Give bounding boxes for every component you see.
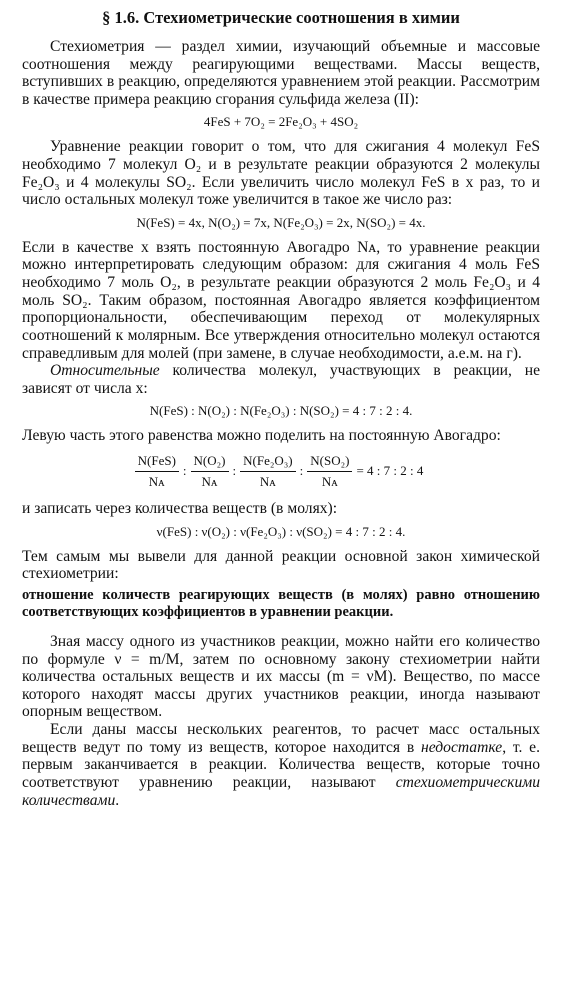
paragraph-molecules: Уравнение реакции говорит о том, что для сжигания 4 молекул FeS необходимо 7 молекул O₂ и в результате реакции образуются 2 молекулы Fe₂O₃ и 4 молекулы SO₂. Если увеличить число молекул FeS в x раз, то и число остальных молекул тоже увеличится в такое же число раз: — [22, 138, 540, 209]
paragraph-mass: Зная массу одного из участников реакции, можно найти его количество по формуле ν = m/M, затем по основному закону стехиометрии найти количества остальных веществ и их массы (m = νM). Вещество, по массе которого находят массы других участников реакции, иногда называют опорным веществом. — [22, 633, 540, 721]
paragraph-limiting: Если даны массы нескольких реагентов, то расчет масс остальных веществ ведут по тому из веществ, которое находится в недостатке, т. е. первым заканчивается в реакции. Количества веществ, которые точно соответствуют уравнению реакции, называют стехиометрическими количествами. — [22, 721, 540, 809]
emphasis-limiting: недостатке — [420, 738, 503, 756]
fraction-fe2o3: $\frac{\text{N(Fe₂O₃)}}{\text{Nᴀ}}$ — [240, 453, 296, 490]
paragraph-relative-text: количества молекул, участвующих в реакции, не зависят от числа x: — [22, 362, 540, 397]
fraction-fes: $\frac{\text{N(FeS)}}{\text{Nᴀ}}$ — [135, 453, 179, 490]
paragraph-divide: Левую часть этого равенства можно поделить на постоянную Авогадро: — [22, 427, 501, 445]
molecule-count-equation: N(FeS) = 4x, N(O₂) = 7x, N(Fe₂O₃) = 2x, N(SO₂) = 4x. — [136, 214, 426, 230]
reaction-equation: 4FeS + 7O₂ = 2Fe₂O₃ + 4SO₂ — [203, 114, 359, 130]
section-title: § 1.6. Стехиометрические соотношения в химии — [102, 8, 460, 27]
mole-ratio-equation: ν(FeS) : ν(O₂) : ν(Fe₂O₃) : ν(SO₂) = 4 : 7 : 2 : 4. — [156, 523, 406, 539]
paragraph-intro: Стехиометрия — раздел химии, изучающий объемные и массовые соотношения между реагирующими веществами. Массы веществ, вступивших в реакцию, определяются уравнением этой реакции. Рассмотрим в качестве примера реакцию сгорания сульфида железа (II): — [22, 38, 540, 108]
ratio-equation: N(FeS) : N(O₂) : N(Fe₂O₃) : N(SO₂) = 4 : 7 : 2 : 4. — [149, 403, 413, 419]
paragraph-avogadro: Если в качестве x взять постоянную Авогадро Nᴀ, то уравнение реакции можно интерпретировать следующим образом: для сжигания 4 моль FeS необходимо 7 моль O₂, в результате реакции образуются 2 моль Fe₂O₃ и 4 моль SO₂. Таким образом, постоянная Авогадро является коэффициентом пропорциональности, обеспечивающим переход от молекулярных соотношений к молярным. Все утверждения относительно молекул остаются справедливым для молей (при замене, в случае необходимости, а.е.м. на г). — [22, 238, 540, 362]
paragraph-law-intro: Тем самым мы вывели для данной реакции основной закон химической стехиометрии: — [22, 547, 540, 583]
paragraph-moles: и записать через количества веществ (в молях): — [22, 499, 338, 517]
paragraph-relative — [22, 362, 540, 397]
fraction-equation: $\frac{\text{N(FeS)}}{\text{Nᴀ}}$ : $\frac{\text{N(O₂)}}{\text{Nᴀ}}$ : $\frac{\text{N(Fe₂O₃)}}{\text{Nᴀ}}$ : $\frac{\text{N(SO₂)}}{\text{Nᴀ}}$ = 4 : 7 : 2 : 4 — [22, 453, 540, 490]
emphasis-stoichiometric: стехиометрическими количествами — [22, 773, 540, 809]
fraction-so2: $\frac{\text{N(SO₂)}}{\text{Nᴀ}}$ — [307, 453, 352, 490]
emphasis-relative: Относительные — [50, 362, 160, 380]
stoichiometry-law: отношение количеств реагирующих веществ (в молях) равно отношению соответствующих коэффициентов в уравнении реакции. — [22, 586, 540, 620]
fraction-o2: $\frac{\text{N(O₂)}}{\text{Nᴀ}}$ — [191, 453, 229, 490]
fraction-result: = 4 : 7 : 2 : 4 — [356, 463, 424, 479]
